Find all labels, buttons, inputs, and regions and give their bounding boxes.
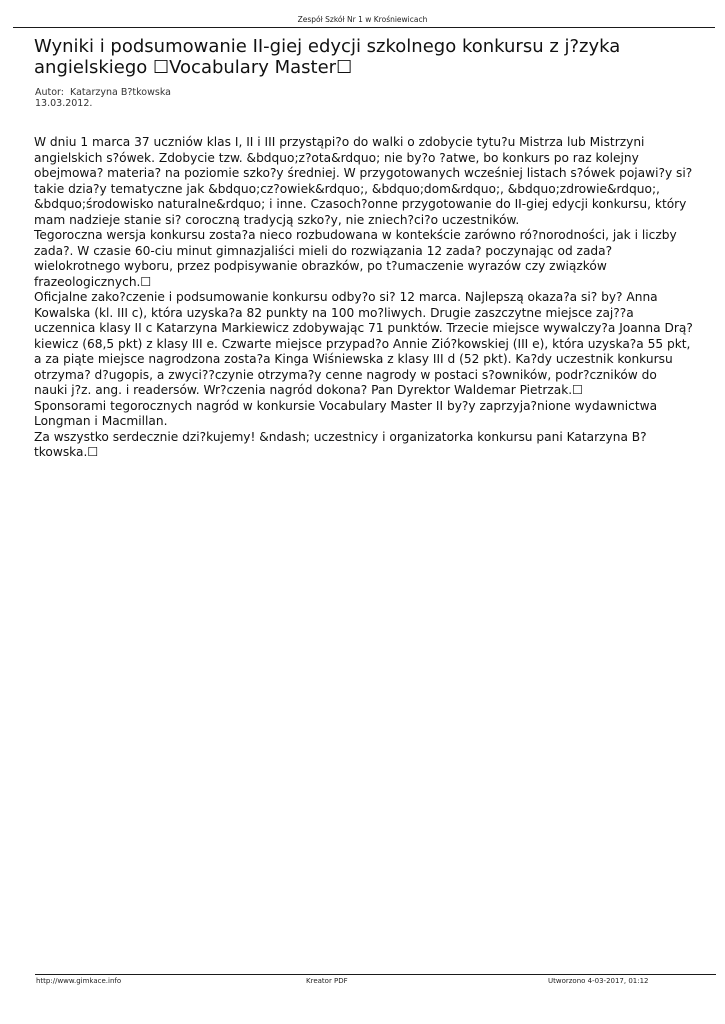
footer-created: Utworzono 4-03-2017, 01:12 (548, 977, 649, 985)
article-meta (35, 87, 171, 109)
footer-generator: Kreator PDF (306, 977, 348, 985)
article-title: Wyniki i podsumowanie II-giej edycji szkolnego konkursu z j?zyka angielskiego ☐Vocabulary Master☐ (34, 36, 621, 78)
paragraph: W dniu 1 marca 37 uczniów klas I, II i III przystąpi?o do walki o zdobycie tytu?u Mistrza lub Mistrzyni angielskich s?ówek. Zdobycie tzw. &bdquo;z?ota&rdquo; nie by?o ?atwe, bo konkurs po raz kolejny obejmowa? materia? na poziomie szko?y średniej. W przygotowanych wcześniej listach s?ówek pojawi?y si? takie dzia?y tematyczne jak &bdquo;cz?owiek&rdquo;, &bdquo;dom&rdquo;, &bdquo;zdrowie&rdquo;, &bdquo;środowisko naturalne&rdquo; i inne. Czasoch?onne przygotowanie do II-giej edycji konkursu, który mam nadzieje stanie si? coroczną tradycją szko?y, nie zniech?ci?o uczestników. (34, 135, 693, 227)
article-date: 13.03.2012. (35, 98, 93, 109)
header-divider (13, 27, 715, 28)
paragraph: Sponsorami tegorocznych nagród w konkursie Vocabulary Master II by?y zaprzyja?nione wydawnictwa Longman i Macmillan. (34, 398, 658, 428)
author-line: Autor: Katarzyna B?tkowska (35, 87, 171, 98)
paragraph: Za wszystko serdecznie dzi?kujemy! &ndash; uczestnicy i organizatorka konkursu pani Katarzyna B?tkowska.☐ (34, 429, 647, 459)
page-header: Zespół Szkół Nr 1 w Krośniewicach (297, 15, 428, 24)
footer-divider (35, 974, 716, 975)
paragraph: Oficjalne zako?czenie i podsumowanie konkursu odby?o si? 12 marca. Najlepszą okaza?a si? by? Anna Kowalska (kl. III c), która uzyska?a 82 punkty na 100 mo?liwych. Drugie zaszczytne miejsce zaj??a uczennica klasy II c Katarzyna Markiewicz zdobywając 71 punktów. Trzecie miejsce wywalczy?a Joanna Drą?kiewicz (68,5 pkt) z klasy III e. Czwarte miejsce przypad?o Annie Zió?kowskiej (III e), która uzyska?a 55 pkt, a za piąte miejsce nagrodzona zosta?a Kinga Wiśniewska z klasy III d (52 pkt). Ka?dy uczestnik konkursu otrzyma? d?ugopis, a zwyci??czynie otrzyma?y cenne nagrody w postaci s?owników, podr?czników do nauki j?z. ang. i readersów. Wr?czenia nagród dokona? Pan Dyrektor Waldemar Pietrzak.☐ (34, 290, 693, 397)
paragraph: Tegoroczna wersja konkursu zosta?a nieco rozbudowana w kontekście zarówno ró?norodności, jak i liczby zada?. W czasie 60-ciu minut gimnazjaliści mieli do rozwiązania 12 zada? poczynając od zada? wielokrotnego wyboru, przez podpisywanie obrazków, po t?umaczenie wyrazów czy związków frazeologicznych.☐ (34, 228, 677, 289)
footer-url-link[interactable]: http://www.gimkace.info (36, 977, 122, 985)
article-body (34, 135, 694, 461)
